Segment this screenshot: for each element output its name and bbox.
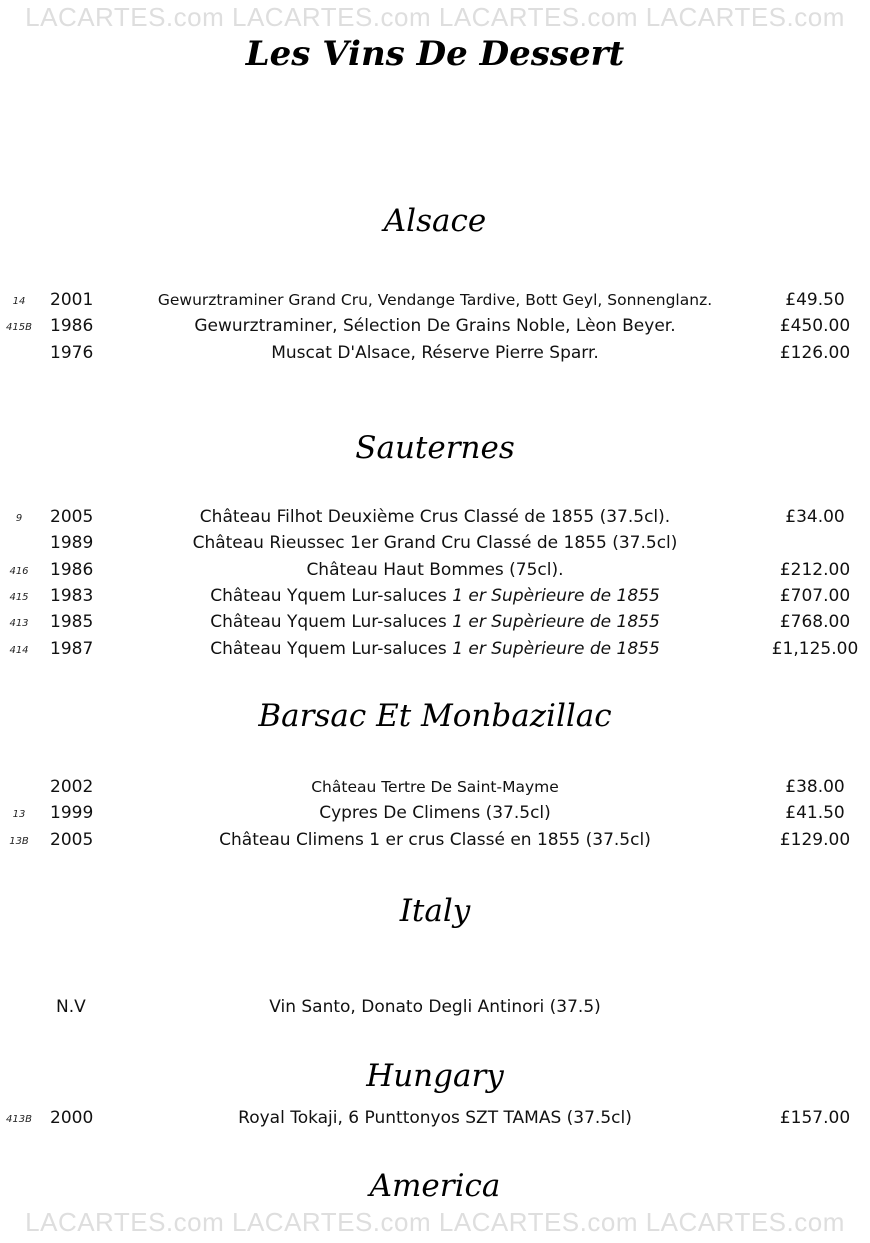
price: £34.00 [785,507,845,527]
vintage: N.V [56,997,86,1017]
vintage: 1989 [50,533,94,553]
wine-name-main: Château Yquem Lur-saluces [210,586,453,606]
price: £157.00 [779,1108,851,1128]
wine-name [130,586,740,606]
wine-name: Château Tertre De Saint-Mayme [311,778,559,796]
price: £450.00 [779,316,851,336]
bin-number: 413B [6,1114,32,1125]
wine-row [0,803,870,830]
watermark-top: LACARTES.com LACARTES.com LACARTES.com LACARTES.com [25,2,845,32]
wine-name: Château Rieussec 1er Grand Cru Classé de 1855 (37.5cl) [192,533,678,553]
wine-name: Château Haut Bommes (75cl). [306,560,564,580]
wine-name: Château Climens 1 er crus Classé en 1855 (37.5cl) [219,830,651,850]
wine-row [0,830,870,857]
price: £768.00 [779,612,851,632]
wine-name-main: Château Yquem Lur-saluces [210,639,453,659]
wine-row [0,586,870,613]
section-title-hungary: Hungary [366,1058,504,1094]
wine-row [0,560,870,587]
wine-row [0,997,870,1024]
section-title-italy: Italy [399,893,471,929]
wine-name: Vin Santo, Donato Degli Antinori (37.5) [269,997,601,1017]
wine-name: Royal Tokaji, 6 Punttonyos SZT TAMAS (37.5cl) [238,1108,632,1128]
wine-name: Gewurztraminer Grand Cru, Vendange Tardive, Bott Geyl, Sonnenglanz. [157,291,713,309]
wine-classification: 1 er Supèrieure de 1855 [452,586,660,606]
section-title-sauternes: Sauternes [355,430,515,466]
vintage: 2005 [50,830,94,850]
vintage: 2005 [50,507,94,527]
price: £41.50 [785,803,845,823]
section-title-alsace: Alsace [383,203,487,239]
section-title-america: America [369,1168,501,1204]
wine-name: Château Filhot Deuxième Crus Classé de 1855 (37.5cl). [199,507,671,527]
vintage: 2002 [50,777,94,797]
vintage: 1999 [50,803,94,823]
wine-row [0,343,870,370]
wine-name-main: Château Yquem Lur-saluces [210,612,453,632]
wine-row [0,507,870,534]
bin-number: 416 [9,566,29,577]
vintage: 1983 [50,586,94,606]
vintage: 1987 [50,639,94,659]
page-title: Les Vins De Dessert [245,34,625,74]
vintage: 1976 [50,343,94,363]
bin-number: 13B [9,836,29,847]
vintage: 1985 [50,612,94,632]
wine-name [130,639,740,659]
wine-name: Muscat D'Alsace, Réserve Pierre Sparr. [271,343,599,363]
wine-name: Gewurztraminer, Sélection De Grains Noble, Lèon Beyer. [194,316,676,336]
bin-number: 9 [15,513,23,524]
vintage: 1986 [50,560,94,580]
wine-row [0,612,870,639]
section-title-barsac: Barsac Et Monbazillac [258,698,612,734]
wine-name [130,612,740,632]
wine-row [0,290,870,317]
price: £212.00 [779,560,851,580]
wine-row [0,1108,870,1135]
vintage: 2000 [50,1108,94,1128]
vintage: 1986 [50,316,94,336]
vintage: 2001 [50,290,94,310]
bin-number: 13 [12,809,26,820]
wine-name: Cypres De Climens (37.5cl) [319,803,551,823]
wine-row [0,316,870,343]
wine-row [0,533,870,560]
price: £1,125.00 [771,639,859,659]
bin-number: 415 [9,592,29,603]
bin-number: 14 [12,296,26,307]
price: £126.00 [779,343,851,363]
bin-number: 414 [9,645,29,656]
wine-classification: 1 er Supèrieure de 1855 [452,639,660,659]
wine-classification: 1 er Supèrieure de 1855 [452,612,660,632]
bin-number: 415B [6,322,32,333]
wine-row [0,639,870,666]
wine-row [0,777,870,804]
price: £707.00 [779,586,851,606]
price: £49.50 [785,290,845,310]
watermark-bottom: LACARTES.com LACARTES.com LACARTES.com LACARTES.com [25,1207,845,1237]
price: £129.00 [779,830,851,850]
bin-number: 413 [9,618,29,629]
price: £38.00 [785,777,845,797]
